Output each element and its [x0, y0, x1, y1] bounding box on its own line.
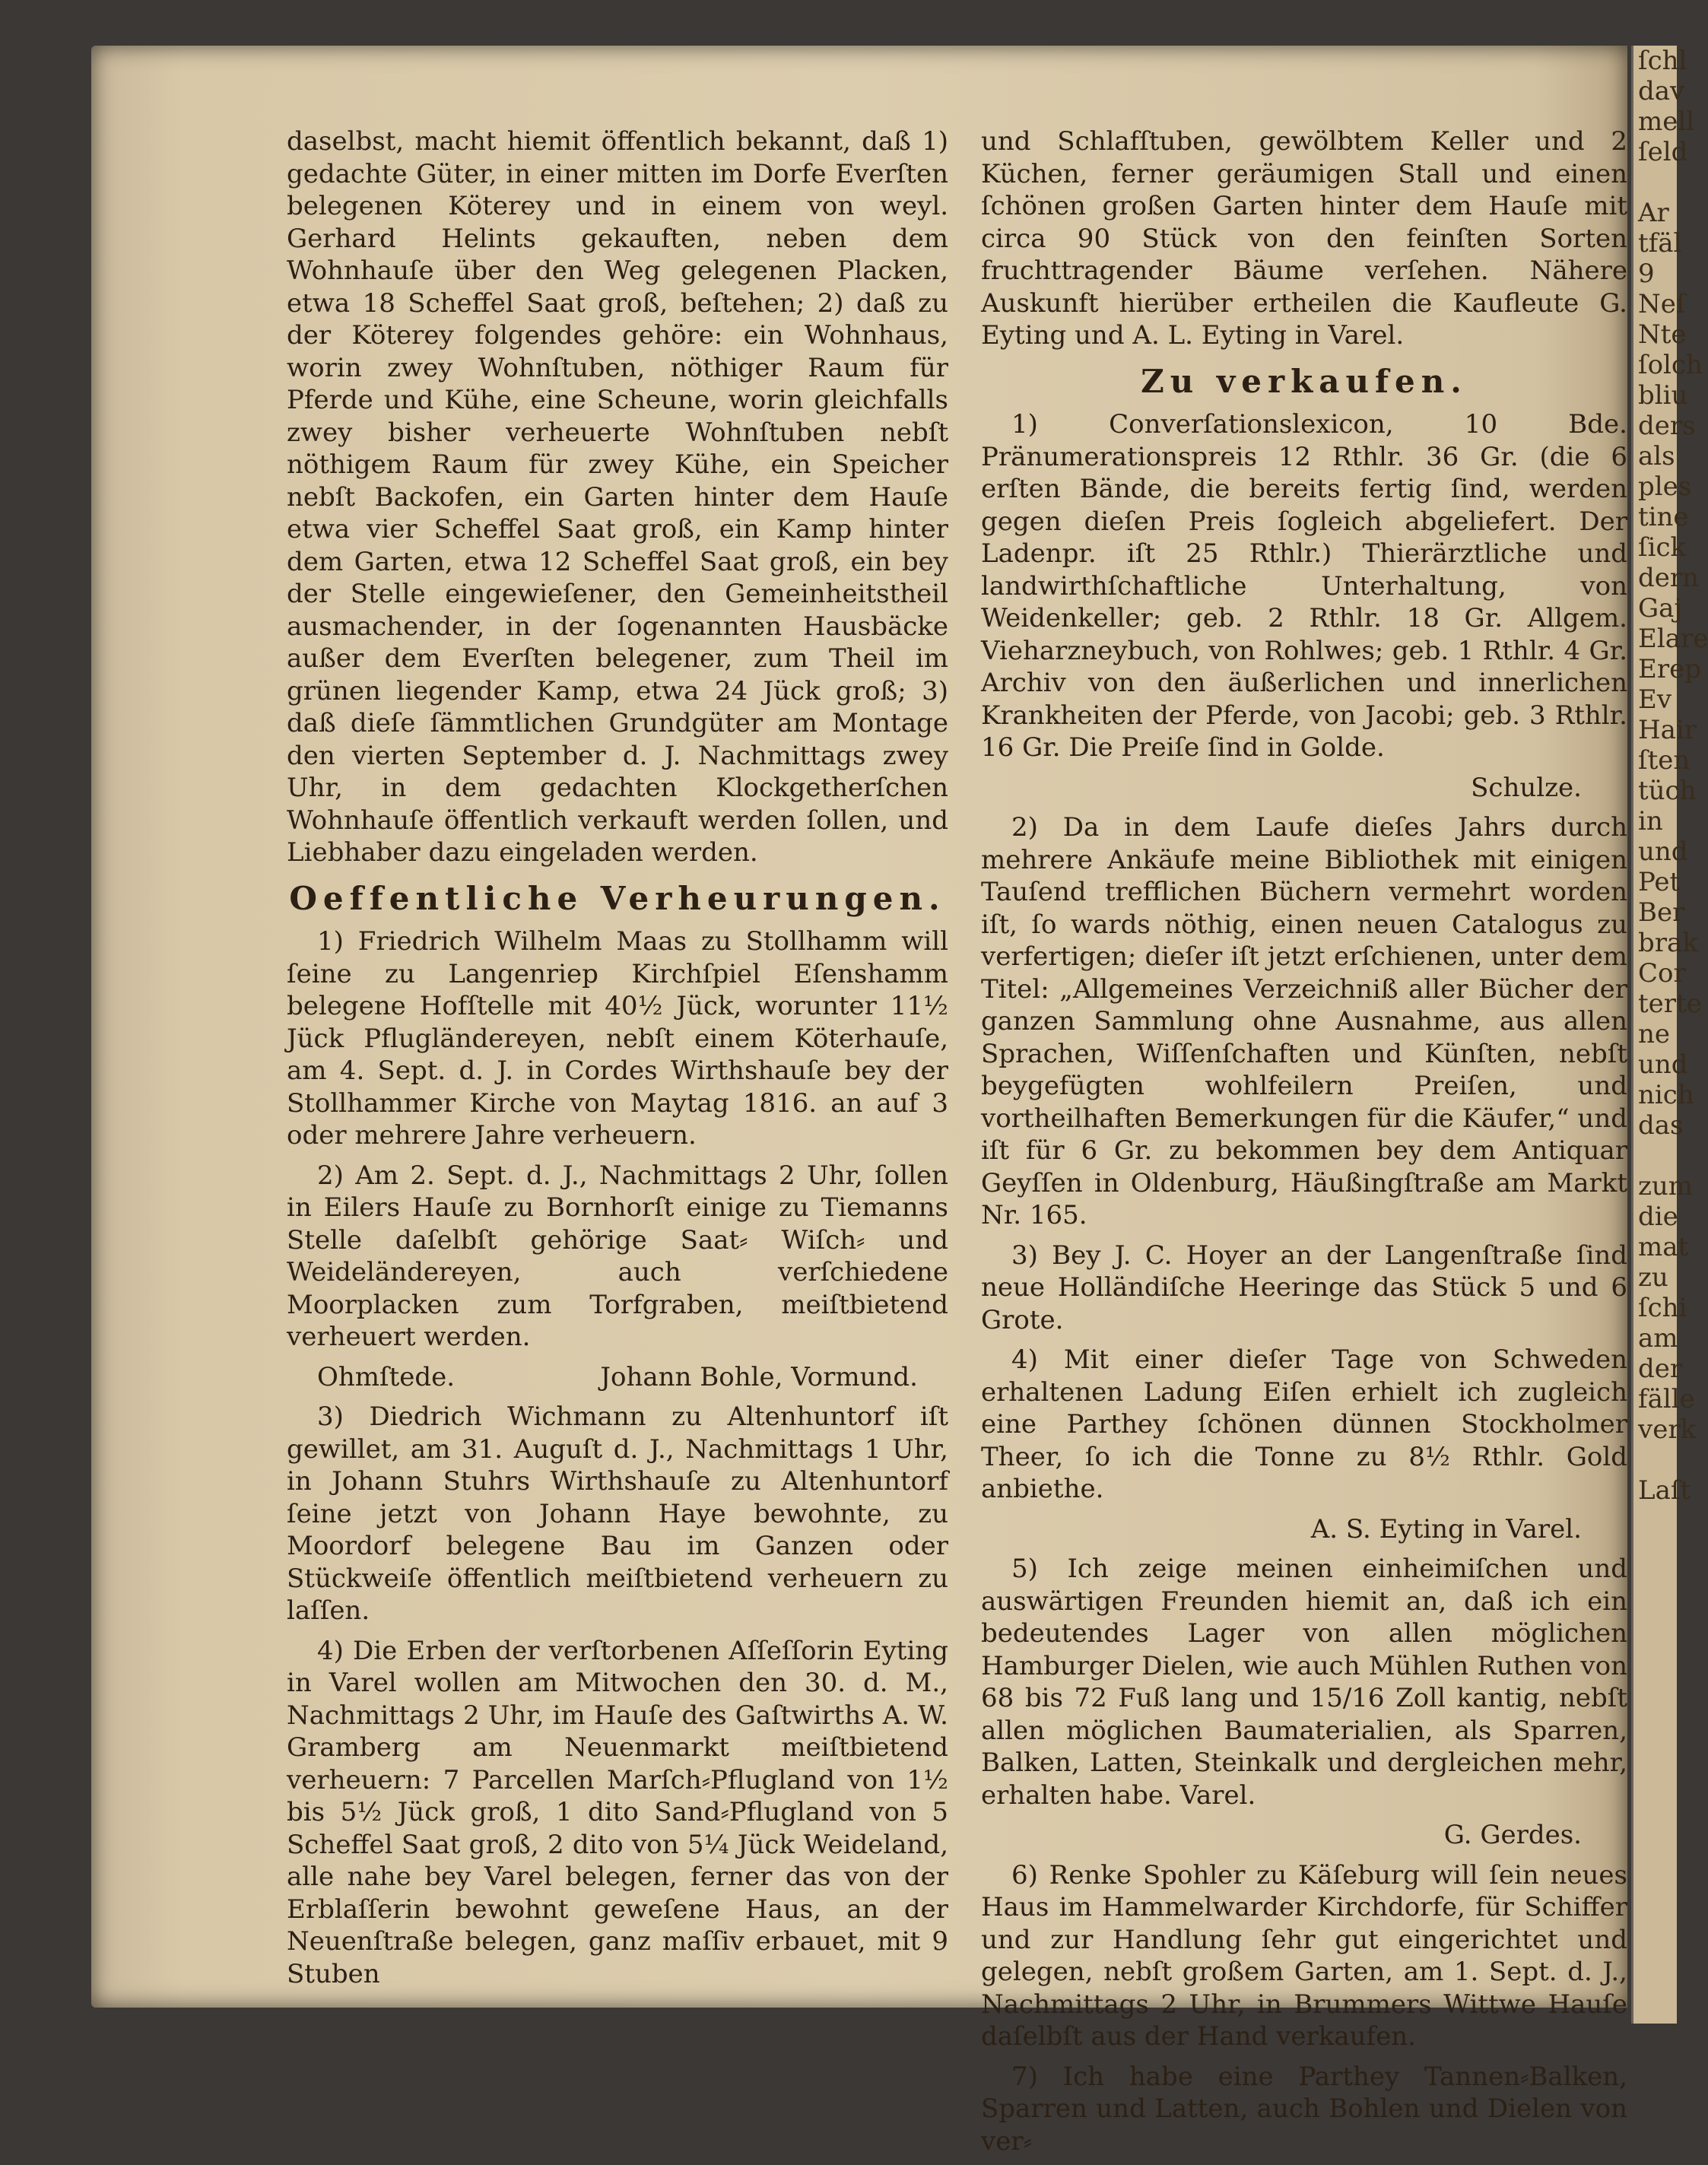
notice-eilers: 2) Am 2. Sept. d. J., Nachmittags 2 Uhr, ſollen in Eilers Hauſe zu Bornhorſt einige zu Tiemanns Stelle daſelbſt gehörige Saat⸗ Wiſch⸗ und Weideländereyen, auch verſchiedene Moorplacken zum Torfgraben, meiſtbietend verheuert werden. — [287, 1160, 948, 1352]
edge-fragment: tüch — [1638, 776, 1697, 806]
edge-fragment: ples — [1638, 471, 1692, 502]
edge-fragment: tfäl — [1638, 228, 1682, 259]
edge-fragment — [1633, 167, 1677, 198]
edge-fragment: ſick — [1638, 532, 1687, 563]
signature-place: Ohmſtede. — [317, 1361, 456, 1392]
notice-eyting-heirs: 4) Die Erben der verſtorbenen Aſſeſſorin Eyting in Varel wollen am Mitwochen den 30. d. M., Nachmittags 2 Uhr, im Hauſe des Gaſtwirths A. W. Gramberg am Neuenmarkt meiſtbietend verheuern: 7 Parcellen Marſch⸗Pflugland von 1½ bis 5½ Jück groß, 1 dito Sand⸗Pflugland von 5 Scheffel Saat groß, 2 dito von 5¼ Jück Weideland, alle nahe bey Varel belegen, ferner das von der Erblaſſerin bewohnt geweſene Haus, an der Neuenſtraße belegen, ganz maſſiv erbauet, mit 9 Stuben — [287, 1635, 948, 1989]
next-page-edge — [1631, 46, 1708, 2024]
signature-bohle — [287, 1361, 948, 1394]
section-heading-rentals: Oeffentliche Verheurungen. — [289, 879, 946, 917]
notice-herring: 3) Bey J. C. Hoyer an der Langenſtraße ſind neue Holländiſche Heeringe das Stück 5 und 6 Grote. — [981, 1240, 1627, 1335]
notice-maas: 1) Friedrich Wilhelm Maas zu Stollhamm will ſeine zu Langenriep Kirchſpiel Eſenshamm belegene Hofſtelle mit 40½ Jück, worunter 11½ Jück Pflugländereyen, nebſt einem Köterhauſe, am 4. Sept. d. J. in Cordes Wirthshauſe bey der Stollhammer Kirche von Maytag 1816. an auf 3 oder mehrere Jahre verheuern. — [287, 926, 948, 1151]
edge-fragment: terte — [1638, 989, 1702, 1019]
edge-fragment: Pet — [1638, 867, 1681, 897]
edge-fragment: ne — [1638, 1019, 1671, 1049]
edge-fragment: die — [1638, 1202, 1678, 1232]
signature-name: Johann Bohle, Vormund. — [600, 1361, 918, 1392]
edge-fragment: zum — [1638, 1171, 1694, 1202]
notice-spohler: 6) Renke Spohler zu Käſeburg will ſein neues Haus im Hammelwarder Kirchdorfe, für Schiffer und zur Handlung ſehr gut eingerichtet und gelegen, nebſt großem Garten, am 1. Sept. d. J., Nachmittags 2 Uhr, in Brummers Wittwe Hauſe daſelbſt aus der Hand verkaufen. — [981, 1859, 1627, 2052]
edge-fragment: ſolch — [1638, 350, 1703, 380]
notice-beams: 7) Ich habe eine Parthey Tannen⸗Balken, Sparren und Latten, auch Bohlen und Dielen von ver⸗ — [981, 2061, 1627, 2157]
paragraph-continuation: und Schlafſtuben, gewölbtem Keller und 2 Küchen, ferner geräumigen Stall und einen ſchönen großen Garten hinter dem Hauſe mit circa 90 Stück von den feinſten Sorten fruchttragender Bäume verſehen. Nähere Auskunft hierüber ertheilen die Kaufleute G. Eyting und A. L. Eyting in Varel. — [981, 126, 1627, 351]
edge-fragment: 9 — [1638, 259, 1655, 289]
section-heading-for-sale: Zu verkaufen. — [1141, 362, 1468, 400]
edge-fragment: und — [1638, 1049, 1688, 1080]
edge-fragment: ſten — [1638, 745, 1691, 776]
notice-lexicon: 1) Converſationslexicon, 10 Bde. Pränumerationspreis 12 Rthlr. 36 Gr. (die 6 erſten Bände, die bereits fertig ſind, werden gegen dieſen Preis ſogleich abgeliefert. Der Ladenpr. iſt 25 Rthlr.) Thierärztliche und landwirthſchaftliche Unterhaltung, von Weidenkeller; geb. 2 Rthlr. 18 Gr. Allgem. Vieharzneybuch, von Rohlwes; geb. 1 Rthlr. 4 Gr. Archiv von den äußerlichen und innerlichen Krankheiten der Pferde, von Jacobi; geb. 3 Rthlr. 16 Gr. Die Preiſe ſind in Golde. — [981, 409, 1627, 763]
edge-fragment: als — [1638, 441, 1675, 471]
edge-fragment: das — [1638, 1110, 1684, 1141]
notice-wichmann: 3) Diedrich Wichmann zu Altenhuntorf iſt gewillet, am 31. Auguſt d. J., Nachmittags 1 Uhr, in Johann Stuhrs Wirthshauſe zu Altenhuntorf ſeine jetzt von Johann Haye bewohnte, zu Moordorf belegene Bau im Ganzen oder Stückweiſe öffentlich meiſtbietend verheuern zu laſſen. — [287, 1402, 948, 1626]
edge-fragment: dav — [1638, 76, 1685, 106]
edge-fragment: fälle — [1638, 1384, 1695, 1414]
signature-gerdes: G. Gerdes. — [1443, 1820, 1582, 1850]
edge-fragment: bliu — [1638, 380, 1688, 411]
edge-fragment — [1633, 1141, 1677, 1171]
edge-fragment: mat — [1638, 1232, 1689, 1262]
edge-fragment: Elare — [1638, 624, 1708, 654]
edge-fragment: dern — [1638, 563, 1700, 593]
notice-tar: 4) Mit einer dieſer Tage von Schweden erhaltenen Ladung Eiſen erhielt ich zugleich eine Parthey ſchönen dünnen Stockholmer Theer, ſo ich die Tonne zu 8½ Rthlr. Gold anbiethe. — [981, 1344, 1627, 1504]
signature-eyting: A. S. Eyting in Varel. — [1310, 1513, 1582, 1544]
edge-fragment — [1633, 1445, 1677, 1475]
edge-fragment: brak — [1638, 928, 1698, 958]
signature-schulze: Schulze. — [1471, 772, 1582, 803]
edge-fragment: ſchl — [1638, 46, 1687, 76]
edge-fragment: Ar — [1638, 198, 1669, 228]
edge-fragment: Gaj — [1638, 593, 1682, 624]
left-column — [287, 125, 948, 1998]
edge-fragment: tine — [1638, 502, 1689, 532]
edge-fragment: mell — [1638, 106, 1695, 137]
right-column — [981, 125, 1627, 2165]
edge-fragment: Ev — [1638, 684, 1672, 715]
edge-fragment: Nte — [1638, 319, 1687, 350]
edge-fragment: verk — [1638, 1414, 1697, 1445]
notice-timber: 5) Ich zeige meinen einheimiſchen und auswärtigen Freunden hiemit an, daß ich ein bedeutendes Lager von allen möglichen Hamburger Dielen, wie auch Mühlen Ruthen von 68 bis 72 Fuß lang und 15/16 Zoll kantig, nebſt allen möglichen Baumaterialien, als Sparren, Balken, Latten, Steinkalk und dergleichen mehr, erhalten habe. Varel. — [981, 1554, 1627, 1811]
edge-fragment: zu — [1638, 1262, 1668, 1293]
edge-fragment: Hair — [1638, 715, 1697, 745]
edge-fragment: und — [1638, 836, 1688, 867]
notice-catalogue: 2) Da in dem Laufe dieſes Jahrs durch mehrere Ankäufe meine Bibliothek mit einigen Tauſend trefflichen Büchern vermehrt worden iſt, ſo wards nöthig, einen neuen Catalogus zu verfertigen; dieſer iſt jetzt erſchienen, unter dem Titel: „Allgemeines Verzeichniß aller Bücher der ganzen Sammlung ohne Ausnahme, aus allen Sprachen, Wiſſenſchaften und Künſten, nebſt beygefügten wohlfeilern Preiſen, und vortheilhaften Bemerkungen für die Käufer,“ und iſt für 6 Gr. zu bekommen bey dem Antiquar Geyſſen in Oldenburg, Häußingſtraße am Markt Nr. 165. — [981, 812, 1627, 1230]
paragraph-property-sale: daselbst, macht hiemit öffentlich bekannt, daß 1) gedachte Güter, in einer mitten im Dorfe Everſten belegenen Köterey und in einem von weyl. Gerhard Helints gekauften, neben dem Wohnhauſe über den Weg gelegenen Placken, etwa 18 Scheffel Saat groß, beſtehen; 2) daß zu der Köterey folgendes gehöre: ein Wohnhaus, worin zwey Wohnſtuben, nöthiger Raum für Pferde und Kühe, eine Scheune, worin gleichfalls zwey bisher verheuerte Wohnſtuben nebſt nöthigem Raum für zwey Kühe, ein Speicher nebſt Backofen, ein Garten hinter dem Hauſe etwa vier Scheffel Saat groß, ein Kamp hinter dem Garten, etwa 12 Scheffel Saat groß, ein bey der Stelle eingewieſener, den Gemeinheitstheil ausmachender, in der ſogenannten Hausbäcke außer dem Everſten belegener, zum Theil im grünen liegender Kamp, etwa 24 Jück groß; 3) daß dieſe ſämmtlichen Grundgüter am Montage den vierten September d. J. Nachmittags zwey Uhr, in dem gedachten Klockgetherſchen Wohnhauſe öffentlich verkauft werden ſollen, und Liebhaber dazu eingeladen werden. — [287, 126, 948, 868]
edge-fragment: Laſt — [1638, 1475, 1691, 1506]
edge-fragment: ders — [1638, 411, 1696, 441]
edge-fragment: der — [1638, 1354, 1683, 1384]
edge-fragment: nich — [1638, 1080, 1694, 1110]
edge-fragment: Cor — [1638, 958, 1686, 989]
edge-fragment: Ber — [1638, 897, 1685, 928]
edge-fragment: Neſ — [1638, 289, 1686, 319]
edge-fragment: am — [1638, 1323, 1678, 1354]
edge-fragment: in — [1638, 806, 1663, 836]
edge-fragment: Erep — [1638, 654, 1701, 684]
edge-fragment: ſchi — [1638, 1293, 1687, 1323]
edge-fragment: ſeld — [1638, 137, 1688, 167]
